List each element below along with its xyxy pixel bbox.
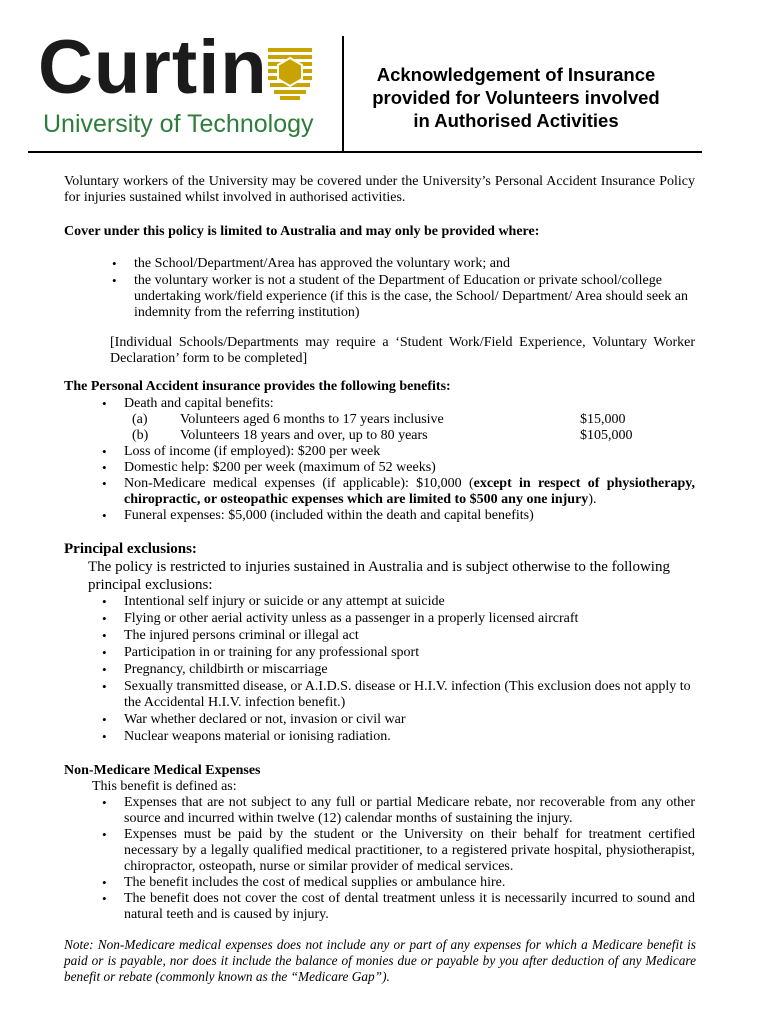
non-medicare-benefit-close: ). (588, 492, 597, 507)
list-item: • Funeral expenses: $5,000 (included within the death and capital benefits) (124, 508, 695, 524)
row-amount: $15,000 (580, 412, 626, 427)
intro-paragraph: Voluntary workers of the University may be covered under the University’s Personal Accident Insurance Policy for injuries sustained whilst involved in authorised activities. (64, 174, 695, 205)
list-item: • The benefit includes the cost of medical supplies or ambulance hire. (124, 875, 695, 891)
exclusions-heading: Principal exclusions: (64, 541, 197, 557)
non-medicare-benefit-text: Non-Medicare medical expenses (if applicable): $10,000 ( (124, 476, 474, 491)
list-item: • Domestic help: $200 per week (maximum of 52 weeks) (124, 460, 695, 476)
document-header (0, 0, 768, 152)
list-item: • Participation in or training for any professional sport (124, 645, 695, 661)
row-amount: $105,000 (580, 428, 633, 443)
declaration-note: [Individual Schools/Departments may require a ‘Student Work/Field Experience, Voluntary Worker Declaration’ form to be completed] (110, 335, 695, 366)
row-text: Volunteers 18 years and over, up to 80 years (180, 428, 428, 443)
list-item: • the School/Department/Area has approved the voluntary work; and (134, 256, 695, 272)
list-item: • Expenses that are not subject to any full or partial Medicare rebate, nor recoverable from any other source and incurred within twelve (12) calendar months of sustaining the injury. (124, 795, 695, 827)
list-item (124, 476, 695, 508)
list-item: • The injured persons criminal or illegal act (124, 628, 695, 644)
list-item: • Expenses must be paid by the student or the University on their behalf for treatment certified necessary by a legally qualified medical practitioner, to a registered private hospital, physiotherapist, chiropractor, osteopath, nurse or similar provider of medical services. (124, 827, 695, 875)
benefits-list (124, 396, 695, 524)
header-divider-vertical (342, 36, 344, 152)
document-title-line: Acknowledgement of Insurance (376, 64, 656, 85)
row-text: Volunteers aged 6 months to 17 years inclusive (180, 412, 444, 427)
document-title-line: in Authorised Activities (413, 110, 619, 131)
death-benefit-table (132, 412, 695, 444)
list-item: • Loss of income (if employed): $200 per week (124, 444, 695, 460)
exclusions-intro: The policy is restricted to injuries sustained in Australia and is subject otherwise to the following principal exclusions: (88, 559, 670, 593)
list-item (124, 396, 695, 444)
document-title (350, 63, 682, 132)
non-medicare-list (124, 795, 695, 923)
cover-conditions-list (134, 256, 695, 321)
curtin-crest-icon (266, 46, 314, 102)
exclusions-list (124, 594, 695, 745)
death-benefit-label: Death and capital benefits: (124, 396, 274, 411)
medicare-gap-footnote: Note: Non-Medicare medical expenses does not include any or part of any expenses for which a Medicare benefit is paid or is payable, nor does it include the balance of monies due or payable by you after deduction of any Medicare benefit or rebate (commonly known as the “Medicare Gap”). (64, 937, 696, 984)
curtin-logo-wordmark: Curtin (38, 25, 268, 110)
list-item: • the voluntary worker is not a student of the Department of Education or private school/college undertaking work/field experience (if this is the case, the School/ Department/ Area should seek an indemnity from the referring institution) (134, 273, 695, 321)
non-medicare-heading: Non-Medicare Medical Expenses (64, 763, 261, 778)
list-item: • Pregnancy, childbirth or miscarriage (124, 662, 695, 678)
benefits-heading: The Personal Accident insurance provides the following benefits: (64, 379, 451, 394)
list-item: • Intentional self injury or suicide or any attempt at suicide (124, 594, 695, 610)
document-title-line: provided for Volunteers involved (372, 87, 660, 108)
non-medicare-defined: This benefit is defined as: (92, 779, 237, 794)
list-item: • Nuclear weapons material or ionising radiation. (124, 729, 695, 745)
header-divider-horizontal (28, 151, 702, 153)
table-row (132, 412, 695, 428)
document-body (64, 174, 695, 985)
row-label: (a) (132, 412, 148, 427)
list-item: • Sexually transmitted disease, or A.I.D.S. disease or H.I.V. infection (This exclusion does not apply to the Accidental H.I.V. infection benefit.) (124, 679, 695, 711)
row-label: (b) (132, 428, 149, 443)
curtin-logo-subtitle: University of Technology (43, 110, 314, 138)
table-row (132, 428, 695, 444)
list-item: • Flying or other aerial activity unless as a passenger in a properly licensed aircraft (124, 611, 695, 627)
non-medicare-benefit-limit: except in respect of physiotherapy, chiropractic, or osteopathic expenses which are limited to $500 any one injury (124, 476, 695, 507)
list-item: • War whether declared or not, invasion or civil war (124, 712, 695, 728)
list-item: • The benefit does not cover the cost of dental treatment unless it is necessarily incurred to sound and natural teeth and is caused by injury. (124, 891, 695, 923)
cover-heading: Cover under this policy is limited to Australia and may only be provided where: (64, 224, 540, 239)
